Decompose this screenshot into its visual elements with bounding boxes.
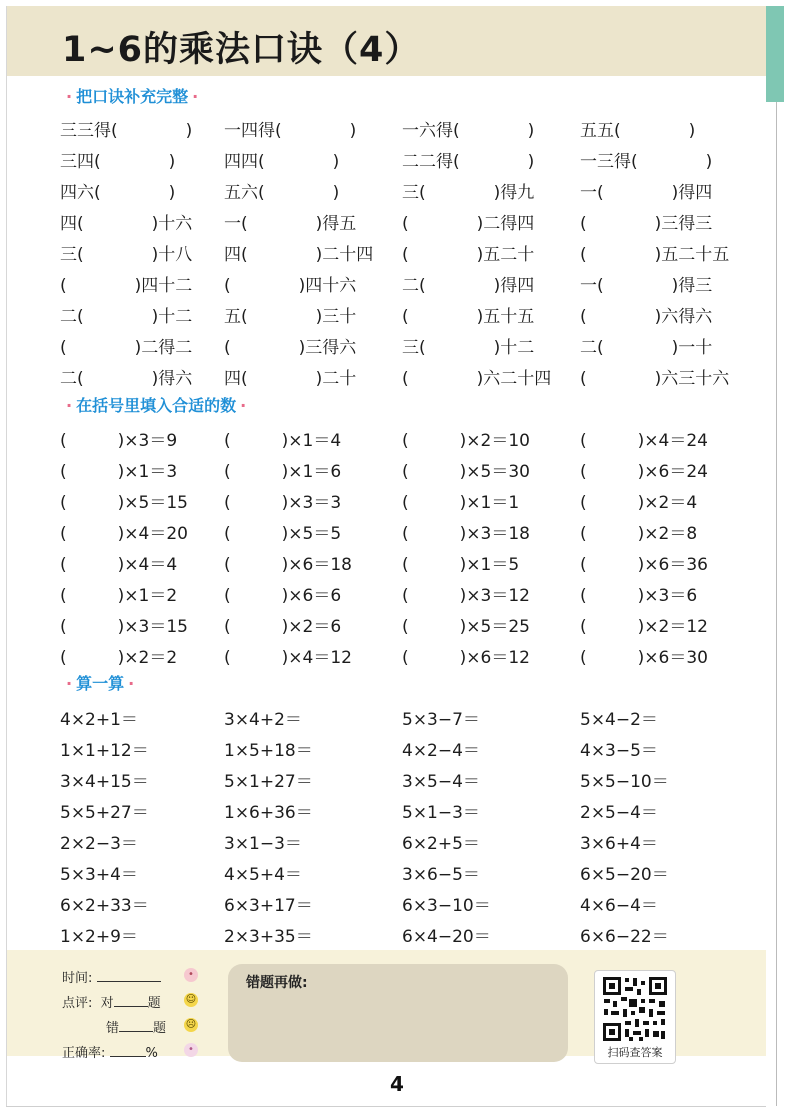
time-blank[interactable]	[97, 969, 161, 982]
mistake-redo-box[interactable]	[228, 964, 568, 1062]
calc-problem-item[interactable]: 4×2+1＝	[60, 710, 138, 730]
mnemonic-blank-item[interactable]: 四( )二十四	[224, 245, 374, 265]
calc-problem-item[interactable]: 6×5−20＝	[580, 865, 669, 885]
mnemonic-blank-item[interactable]: ( )五二十五	[580, 245, 730, 265]
mnemonic-blank-item[interactable]: ( )四十二	[60, 276, 193, 296]
equation-blank-item[interactable]: ( )×3＝6	[580, 586, 698, 606]
mnemonic-blank-item[interactable]: 二( )得四	[402, 276, 535, 296]
calc-problem-item[interactable]: 4×2−4＝	[402, 741, 480, 761]
equation-blank-item[interactable]: ( )×1＝4	[224, 431, 342, 451]
equation-blank-item[interactable]: ( )×3＝12	[402, 586, 530, 606]
mnemonic-blank-item[interactable]: ( )六三十六	[580, 369, 730, 389]
calc-problem-item[interactable]: 5×3+4＝	[60, 865, 138, 885]
equation-blank-item[interactable]: ( )×2＝10	[402, 431, 530, 451]
mnemonic-blank-item[interactable]: 二( )一十	[580, 338, 713, 358]
mnemonic-blank-item[interactable]: 二( )十二	[60, 307, 193, 327]
page-number: 4	[390, 1072, 404, 1096]
equation-blank-item[interactable]: ( )×5＝30	[402, 462, 530, 482]
mnemonic-blank-item[interactable]: 四四( )	[224, 152, 340, 172]
equation-blank-item[interactable]: ( )×5＝25	[402, 617, 530, 637]
page-title: 1~6的乘法口诀（4）	[62, 30, 421, 70]
calc-problem-item[interactable]: 5×5−10＝	[580, 772, 669, 792]
mnemonic-blank-item[interactable]: 五六( )	[224, 183, 340, 203]
calc-problem-item[interactable]: 6×4−20＝	[402, 927, 491, 947]
mnemonic-blank-item[interactable]: ( )二得二	[60, 338, 193, 358]
redo-title: 错题再做:	[246, 975, 308, 991]
calc-problem-item[interactable]: 5×3−7＝	[402, 710, 480, 730]
qr-code-card[interactable]	[594, 970, 676, 1064]
mnemonic-blank-item[interactable]: 一( )得四	[580, 183, 713, 203]
calc-problem-item[interactable]: 3×5−4＝	[402, 772, 480, 792]
calc-problem-item[interactable]: 6×2+33＝	[60, 896, 149, 916]
mnemonic-blank-item[interactable]: ( )五十五	[402, 307, 535, 327]
calc-problem-item[interactable]: 3×4+15＝	[60, 772, 149, 792]
correct-count-blank[interactable]	[114, 994, 148, 1007]
equation-blank-item[interactable]: ( )×6＝30	[580, 648, 708, 668]
equation-blank-item[interactable]: ( )×5＝5	[224, 524, 342, 544]
calc-problem-item[interactable]: 2×3+35＝	[224, 927, 313, 947]
calc-problem-item[interactable]: 1×6+36＝	[224, 803, 313, 823]
calc-problem-item[interactable]: 3×6−5＝	[402, 865, 480, 885]
calc-problem-item[interactable]: 2×5−4＝	[580, 803, 658, 823]
wrong-count-blank[interactable]	[119, 1019, 153, 1032]
review-wrong-row: 错 题	[106, 1021, 167, 1036]
equation-blank-item[interactable]: ( )×2＝4	[580, 493, 698, 513]
equation-blank-item[interactable]: ( )×4＝4	[60, 555, 178, 575]
page-left-edge	[6, 6, 7, 1106]
mnemonic-blank-item[interactable]: 五五( )	[580, 121, 696, 141]
equation-blank-item[interactable]: ( )×3＝15	[60, 617, 188, 637]
mnemonic-blank-item[interactable]: 四六( )	[60, 183, 176, 203]
calc-problem-item[interactable]: 6×6−22＝	[580, 927, 669, 947]
sad-face-icon: ☹	[185, 1019, 197, 1030]
page-side-tab	[766, 6, 784, 102]
calc-problem-item[interactable]: 2×2−3＝	[60, 834, 138, 854]
pig-icon: •	[184, 968, 198, 982]
mnemonic-blank-item[interactable]: 一六得( )	[402, 121, 535, 141]
qr-code-icon	[601, 975, 669, 1043]
equation-blank-item[interactable]: ( )×5＝15	[60, 493, 188, 513]
qr-caption: 扫码查答案	[607, 1046, 663, 1059]
mnemonic-blank-item[interactable]: 一三得( )	[580, 152, 713, 172]
calc-problem-item[interactable]: 5×5+27＝	[60, 803, 149, 823]
smile-face-icon: ☺	[185, 994, 197, 1005]
equation-blank-item[interactable]: ( )×6＝12	[402, 648, 530, 668]
equation-blank-item[interactable]: ( )×4＝12	[224, 648, 352, 668]
mnemonic-blank-item[interactable]: ( )三得六	[224, 338, 357, 358]
calc-problem-item[interactable]: 4×6−4＝	[580, 896, 658, 916]
equation-blank-item[interactable]: ( )×6＝6	[224, 586, 342, 606]
mnemonic-blank-item[interactable]: 四( )十六	[60, 214, 193, 234]
section-title-calc: · 算一算 ·	[66, 674, 135, 693]
equation-blank-item[interactable]: ( )×3＝3	[224, 493, 342, 513]
calc-problem-item[interactable]: 3×1−3＝	[224, 834, 302, 854]
equation-blank-item[interactable]: ( )×6＝36	[580, 555, 708, 575]
mnemonic-blank-item[interactable]: ( )四十六	[224, 276, 357, 296]
mnemonic-blank-item[interactable]: 一( )得五	[224, 214, 357, 234]
equation-blank-item[interactable]: ( )×1＝2	[60, 586, 178, 606]
time-row: 时间:	[62, 967, 161, 986]
review-correct-row: 点评: 对 题	[62, 996, 161, 1011]
equation-blank-item[interactable]: ( )×2＝12	[580, 617, 708, 637]
equation-blank-item[interactable]: ( )×4＝24	[580, 431, 708, 451]
calc-problem-item[interactable]: 1×5+18＝	[224, 741, 313, 761]
equation-blank-item[interactable]: ( )×1＝1	[402, 493, 520, 513]
mnemonic-blank-item[interactable]: ( )五二十	[402, 245, 535, 265]
accuracy-row: 正确率: %	[62, 1046, 158, 1061]
mnemonic-blank-item[interactable]: ( )三得三	[580, 214, 713, 234]
page-bottom-edge	[6, 1106, 766, 1107]
section-title-fill: · 在括号里填入合适的数 ·	[66, 396, 247, 415]
mnemonic-blank-item[interactable]: 四( )二十	[224, 369, 357, 389]
equation-blank-item[interactable]: ( )×2＝6	[224, 617, 342, 637]
mnemonic-blank-item[interactable]: 三三得( )	[60, 121, 193, 141]
equation-blank-item[interactable]: ( )×4＝20	[60, 524, 188, 544]
equation-blank-item[interactable]: ( )×3＝9	[60, 431, 178, 451]
rabbit-icon: •	[184, 1043, 198, 1057]
mnemonic-blank-item[interactable]: 二二得( )	[402, 152, 535, 172]
page-right-edge	[776, 102, 777, 1106]
calc-problem-item[interactable]: 6×2+5＝	[402, 834, 480, 854]
mnemonic-blank-item[interactable]: 一四得( )	[224, 121, 357, 141]
equation-blank-item[interactable]: ( )×1＝3	[60, 462, 178, 482]
mnemonic-blank-item[interactable]: 三四( )	[60, 152, 176, 172]
calc-problem-item[interactable]: 6×3+17＝	[224, 896, 313, 916]
mnemonic-blank-item[interactable]: 一( )得三	[580, 276, 713, 296]
equation-blank-item[interactable]: ( )×6＝24	[580, 462, 708, 482]
mnemonic-blank-item[interactable]: 三( )十八	[60, 245, 193, 265]
mnemonic-blank-item[interactable]: ( )六二十四	[402, 369, 552, 389]
calc-problem-item[interactable]: 4×3−5＝	[580, 741, 658, 761]
calc-problem-item[interactable]: 3×4+2＝	[224, 710, 302, 730]
calc-problem-item[interactable]: 5×1+27＝	[224, 772, 313, 792]
calc-problem-item[interactable]: 4×5+4＝	[224, 865, 302, 885]
equation-blank-item[interactable]: ( )×1＝5	[402, 555, 520, 575]
mnemonic-blank-item[interactable]: ( )六得六	[580, 307, 713, 327]
calc-problem-item[interactable]: 1×1+12＝	[60, 741, 149, 761]
equation-blank-item[interactable]: ( )×2＝8	[580, 524, 698, 544]
equation-blank-item[interactable]: ( )×6＝18	[224, 555, 352, 575]
mnemonic-blank-item[interactable]: 三( )十二	[402, 338, 535, 358]
mnemonic-blank-item[interactable]: 二( )得六	[60, 369, 193, 389]
calc-problem-item[interactable]: 5×1−3＝	[402, 803, 480, 823]
mnemonic-blank-item[interactable]: 三( )得九	[402, 183, 535, 203]
calc-problem-item[interactable]: 1×2+9＝	[60, 927, 138, 947]
calc-problem-item[interactable]: 3×6+4＝	[580, 834, 658, 854]
equation-blank-item[interactable]: ( )×3＝18	[402, 524, 530, 544]
section-title-complete: · 把口诀补充完整 ·	[66, 87, 199, 106]
mnemonic-blank-item[interactable]: 五( )三十	[224, 307, 357, 327]
equation-blank-item[interactable]: ( )×2＝2	[60, 648, 178, 668]
mnemonic-blank-item[interactable]: ( )二得四	[402, 214, 535, 234]
calc-problem-item[interactable]: 6×3−10＝	[402, 896, 491, 916]
calc-problem-item[interactable]: 5×4−2＝	[580, 710, 658, 730]
accuracy-blank[interactable]	[110, 1044, 146, 1057]
equation-blank-item[interactable]: ( )×1＝6	[224, 462, 342, 482]
